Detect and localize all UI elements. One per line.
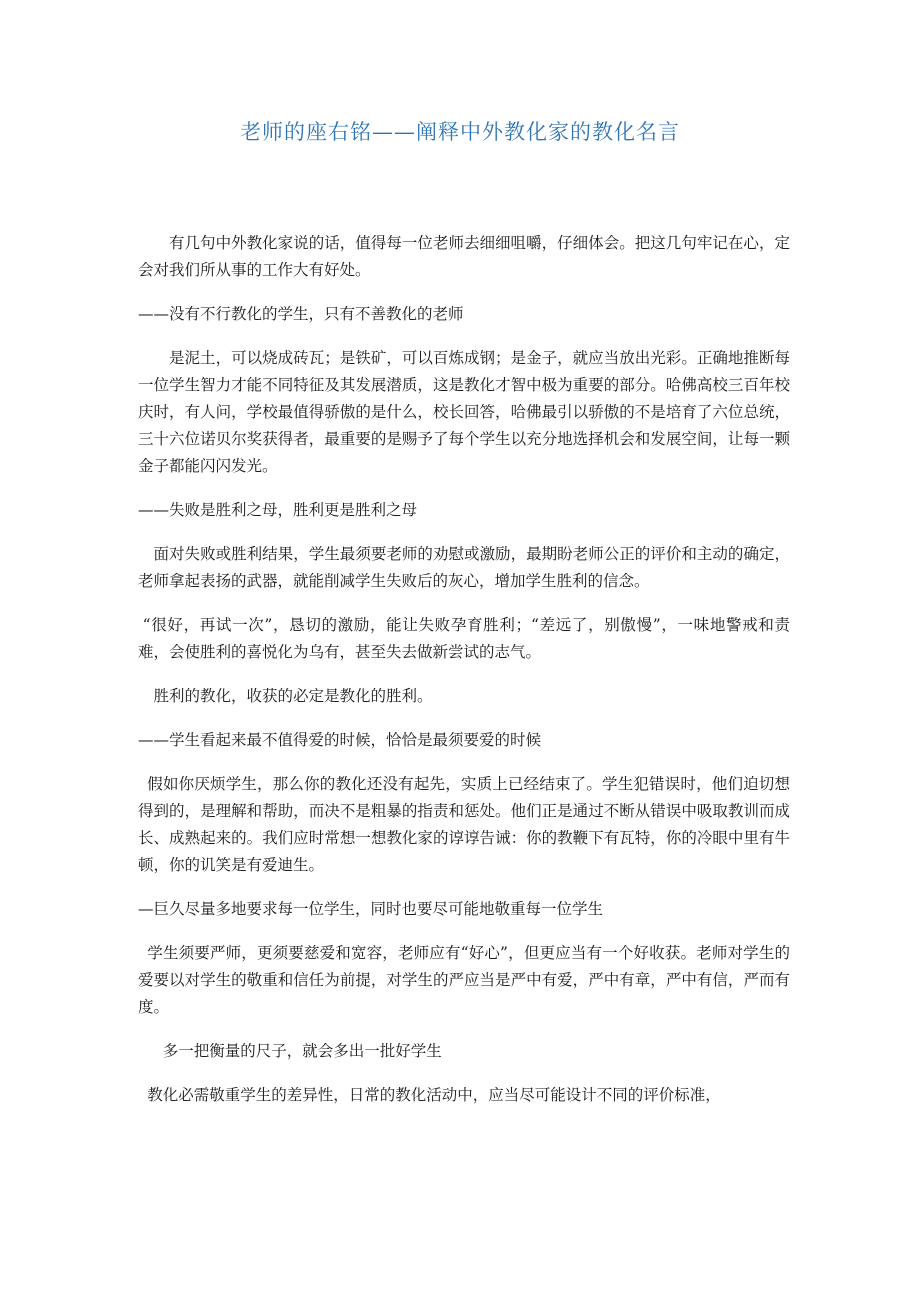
section-heading-5: 多一把衡量的尺子，就会多出一批好学生: [162, 1042, 442, 1060]
body-paragraph: 是泥土，可以烧成砖瓦；是铁矿，可以百炼成钢；是金子，就应当放出光彩。正确地推断每一位学生智力才能不同特征及其发展潜质，这是教化才智中极为重要的部分。哈佛高校三百年校庆时，有人问，学校最值得骄傲的是什么，校长回答，哈佛最引以骄傲的不是培育了六位总统，三十六位诺贝尔奖获得者，最重要的是赐予了每个学生以充分地选择机会和发展空间，让每一颗金子都能闪闪发光。: [138, 349, 790, 475]
intro-paragraph: 有几句中外教化家说的话，值得每一位老师去细细咀嚼，仔细体会。把这几句牢记在心，定会对我们所从事的工作大有好处。: [138, 234, 790, 279]
body-paragraph: “很好，再试一次”，恳切的激励，能让失败孕育胜利；“差远了，别傲慢”，一味地警戒和责难，会使胜利的喜悦化为乌有，甚至失去做新尝试的志气。: [138, 616, 790, 661]
body-paragraph: 假如你厌烦学生，那么你的教化还没有起先，实质上已经结束了。学生犯错误时，他们迫切想得到的，是理解和帮助，而决不是粗暴的指责和惩处。他们正是通过不断从错误中吸取教训而成长、成熟起来的。我们应时常想一想教化家的谆谆告诫：你的教鞭下有瓦特，你的冷眼中里有牛顿，你的讥笑是有爱迪生。: [138, 775, 790, 874]
section-heading-3: ——学生看起来最不值得爱的时候，恰恰是最须要爱的时候: [138, 731, 542, 749]
section-heading-4: —巨久尽量多地要求每一位学生，同时也要尽可能地敬重每一位学生: [138, 900, 604, 918]
document-title: 老师的座右铭——阐释中外教化家的教化名言: [240, 120, 680, 144]
body-paragraph: 面对失败或胜利结果，学生最须要老师的劝慰或激励，最期盼老师公正的评价和主动的确定，老师拿起表扬的武器，就能削减学生失败后的灰心，增加学生胜利的信念。: [138, 545, 790, 590]
body-paragraph: 胜利的教化，收获的必定是教化的胜利。: [153, 687, 433, 705]
body-paragraph: 学生须要严师，更须要慈爱和宽容，老师应有“好心”，但更应当有一个好收获。老师对学生的爱要以对学生的敬重和信任为前提，对学生的严应当是严中有爱，严中有章，严中有信，严而有度。: [138, 944, 790, 1016]
section-heading-2: ——失败是胜利之母，胜利更是胜利之母: [138, 501, 418, 519]
document-body: [138, 230, 790, 1126]
body-paragraph: 教化必需敬重学生的差异性，日常的教化活动中，应当尽可能设计不同的评价标准，: [147, 1086, 721, 1104]
section-heading-1: ——没有不行教化的学生，只有不善教化的老师: [138, 305, 464, 323]
